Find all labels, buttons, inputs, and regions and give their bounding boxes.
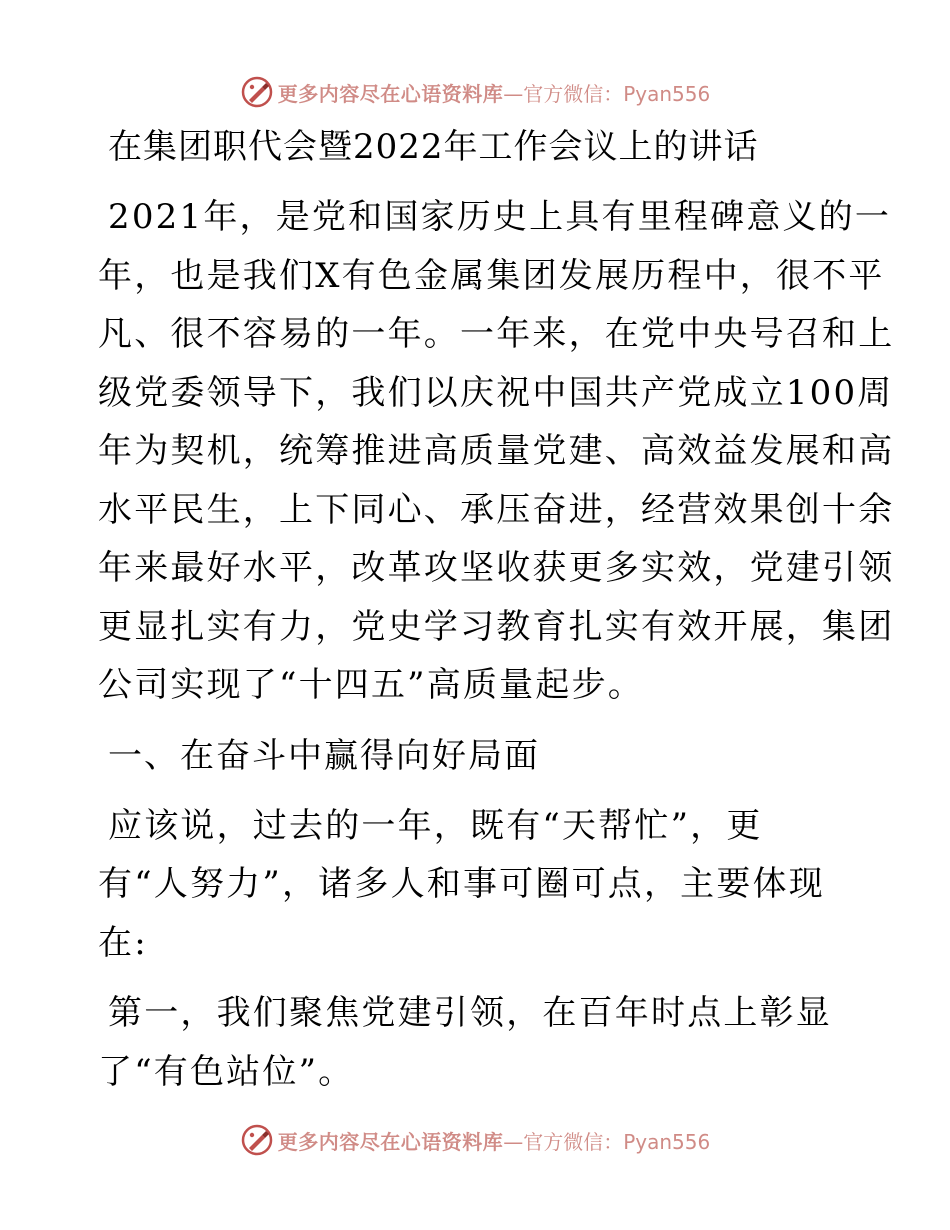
paragraph-first-point [98, 984, 858, 1101]
document-title: 在集团职代会暨2022年工作会议上的讲话 [108, 127, 759, 167]
footer-banner [0, 1120, 950, 1160]
section-heading: 一、在奋斗中赢得向好局面 [108, 735, 540, 776]
paragraph-line: 年为契机，统筹推进高质量党建、高效益发展和高 [98, 431, 895, 471]
footer-wechat: —官方微信：Pyan556 [503, 1129, 711, 1154]
pen-logo-icon [240, 75, 274, 109]
paragraph-line: 更显扎实有力，党史学习教育扎实有效开展，集团 [98, 606, 895, 647]
paragraph-line: 应该说，过去的一年，既有“天帮忙”，更 [108, 805, 763, 846]
paragraph-line: 第一，我们聚焦党建引领，在百年时点上彰显 [108, 993, 832, 1033]
paragraph-line: 级党委领导下，我们以庆祝中国共产党成立100周 [98, 372, 894, 413]
header-banner [0, 72, 950, 112]
paragraph-line: 年来最好水平，改革攻坚收获更多实效，党建引领 [98, 548, 895, 588]
footer-slogan: 更多内容尽在心语资料库 [277, 1129, 504, 1154]
paragraph-line: 公司实现了“十四五”高质量起步。 [98, 665, 644, 705]
pen-logo-icon [240, 1123, 274, 1157]
paragraph-summary [98, 797, 858, 973]
header-slogan: 更多内容尽在心语资料库 [277, 81, 504, 106]
paragraph-line: 凡、很不容易的一年。一年来，在党中央号召和上 [98, 314, 895, 354]
paragraph-line: 在: [98, 922, 148, 963]
paragraph-line: 有“人努力”，诸多人和事可圈可点，主要体现 [98, 864, 825, 904]
paragraph-line: 年，也是我们X有色金属集团发展历程中，很不平 [98, 255, 885, 296]
paragraph-intro [98, 188, 895, 715]
document-body [98, 118, 895, 1101]
paragraph-line: 2021年，是党和国家历史上具有里程碑意义的一 [108, 197, 892, 237]
paragraph-line: 了“有色站位”。 [98, 1051, 355, 1092]
paragraph-line: 水平民生，上下同心、承压奋进，经营效果创十余 [98, 489, 895, 530]
header-wechat: —官方微信：Pyan556 [503, 81, 711, 106]
